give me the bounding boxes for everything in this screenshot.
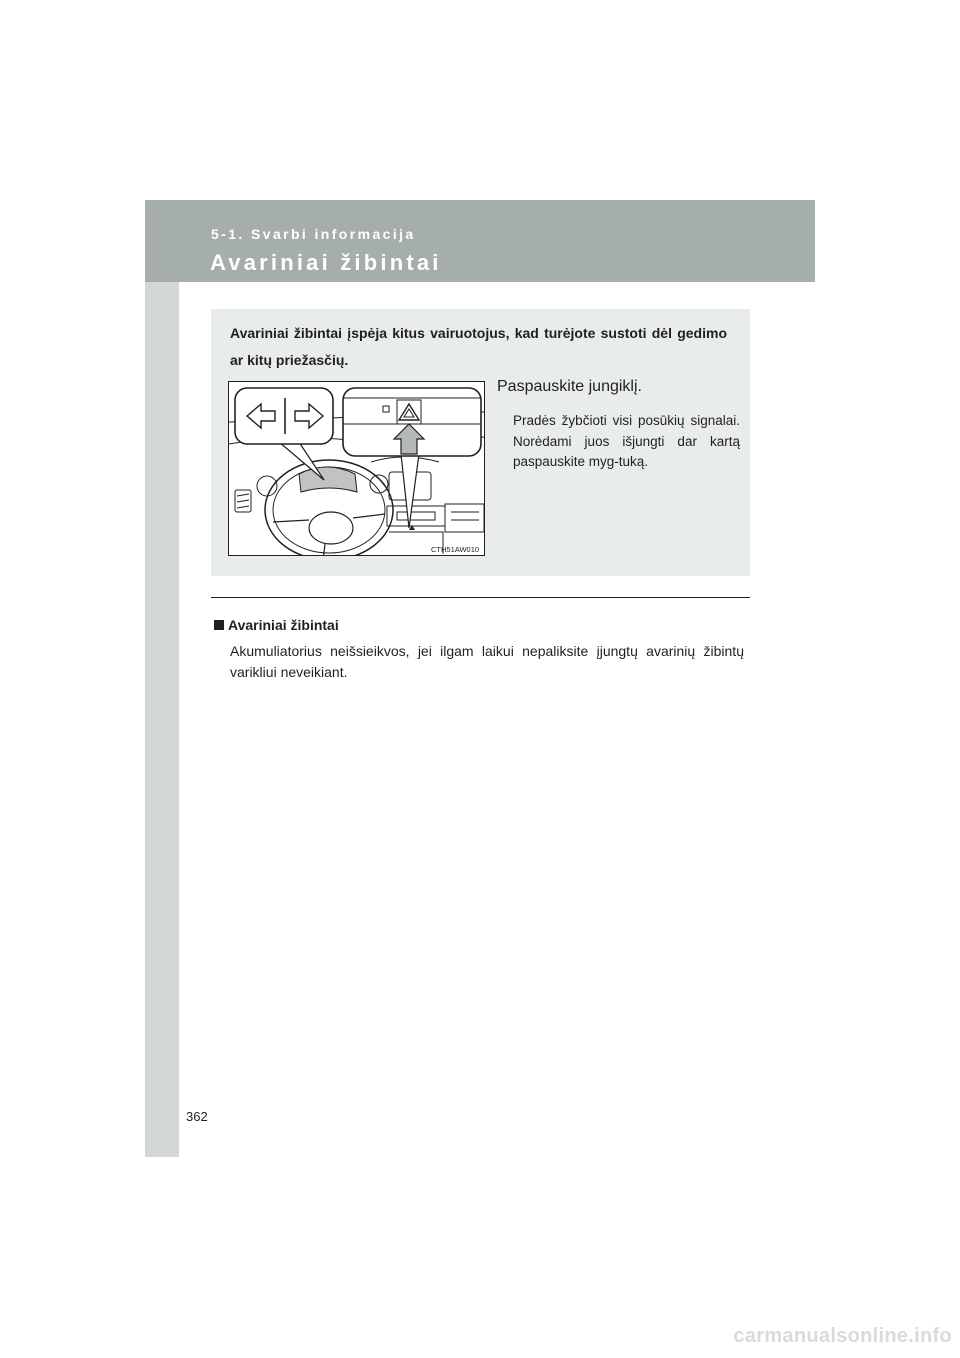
hazard-triangle-icon bbox=[397, 400, 421, 424]
page-title: Avariniai žibintai bbox=[210, 250, 442, 275]
note-body: Akumuliatorius neišsieikvos, jei ilgam laikui nepaliksite įjungtų avarinių žibintų varikliui neveikiant. bbox=[230, 643, 744, 680]
intro-text: Avariniai žibintai įspėja kitus vairuotojus, kad turėjote sustoti dėl gedimo ar kitų priežasčių. bbox=[230, 325, 727, 368]
section-label: 5-1. Svarbi informacija bbox=[211, 226, 416, 242]
watermark: carmanualsonline.info bbox=[733, 1325, 952, 1347]
dashboard-illustration bbox=[228, 381, 485, 556]
step-description: Pradės žybčioti visi posūkių signalai. Norėdami juos išjungti dar kartą paspauskite myg-tuką. bbox=[513, 413, 740, 469]
illustration-code: CTH51AW010 bbox=[431, 545, 480, 554]
divider bbox=[211, 597, 750, 598]
side-strip bbox=[145, 200, 179, 1157]
note-heading-text: Avariniai žibintai bbox=[228, 617, 339, 633]
step-title: Paspauskite jungiklį. bbox=[497, 378, 642, 395]
note-heading bbox=[214, 617, 339, 633]
page-number: 362 bbox=[186, 1109, 208, 1124]
square-bullet-icon bbox=[214, 620, 224, 630]
dashboard-drawing bbox=[229, 382, 484, 555]
